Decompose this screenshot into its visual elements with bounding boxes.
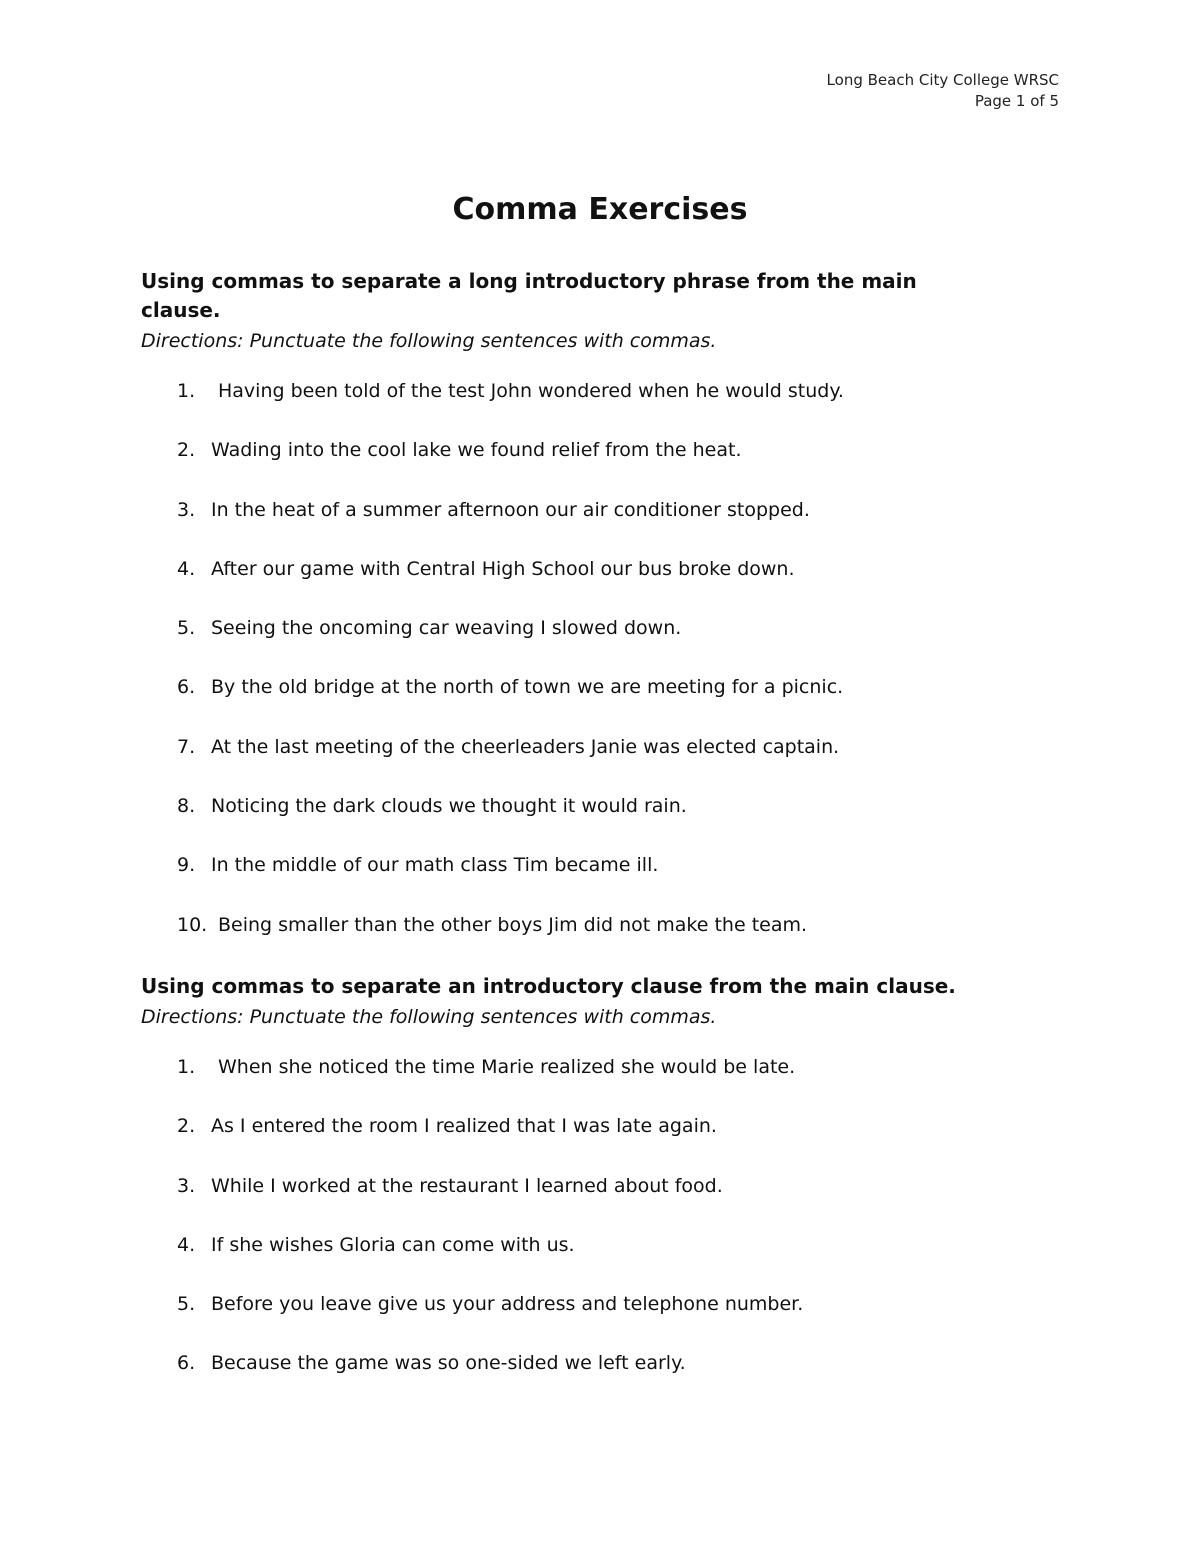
item-number: 2. (177, 1115, 196, 1138)
item-text: By the old bridge at the north of town we are meeting for a picnic. (211, 676, 844, 699)
section-introductory-clause (141, 972, 1061, 1409)
item-text: Noticing the dark clouds we thought it would rain. (211, 795, 687, 818)
item-text: Having been told of the test John wondered when he would study. (218, 380, 844, 402)
exercise-item (141, 851, 1061, 880)
exercise-item (141, 1231, 1061, 1260)
item-text: If she wishes Gloria can come with us. (211, 1233, 575, 1256)
item-text: Before you leave give us your address and telephone number. (211, 1293, 804, 1316)
item-text: At the last meeting of the cheerleaders Janie was elected captain. (211, 735, 840, 758)
document-title: Comma Exercises (452, 192, 748, 227)
exercise-item (141, 496, 1061, 525)
item-number: 10. (177, 913, 208, 936)
exercise-item (141, 911, 1061, 940)
section-heading: Using commas to separate an introductory clause from the main clause. (141, 974, 956, 998)
item-number: 3. (177, 1174, 196, 1197)
item-number: 8. (177, 795, 196, 818)
item-number: 5. (177, 1293, 196, 1316)
exercise-item (141, 1112, 1061, 1141)
item-number: 6. (177, 676, 196, 699)
exercise-list (141, 1053, 1061, 1378)
section-introductory-phrase (141, 267, 1061, 970)
item-number: 1. (177, 1056, 196, 1078)
item-text: Because the game was so one-sided we left early. (211, 1352, 686, 1375)
item-number: 6. (177, 1352, 196, 1375)
exercise-item (141, 673, 1061, 702)
section-heading (141, 267, 1061, 325)
section-heading-line1: Using commas to separate a long introductory phrase from the main (141, 269, 917, 293)
directions: Directions: Punctuate the following sentences with commas. (141, 1006, 717, 1028)
item-number: 1. (177, 380, 196, 402)
page-header (827, 70, 1059, 112)
exercise-list (141, 377, 1061, 940)
page-indicator: Page 1 of 5 (974, 92, 1059, 110)
exercise-item (141, 1053, 1061, 1082)
item-number: 5. (177, 617, 196, 640)
header-org: Long Beach City College WRSC (826, 71, 1059, 89)
section-heading-line2: clause. (141, 298, 221, 322)
item-number: 3. (177, 498, 196, 521)
item-number: 2. (177, 439, 196, 462)
item-number: 7. (177, 735, 196, 758)
item-text: When she noticed the time Marie realized she would be late. (218, 1056, 796, 1078)
directions: Directions: Punctuate the following sentences with commas. (141, 330, 717, 352)
item-text: In the middle of our math class Tim became ill. (211, 854, 659, 877)
item-text: In the heat of a summer afternoon our air conditioner stopped. (211, 498, 810, 521)
item-number: 4. (177, 1233, 196, 1256)
item-text: As I entered the room I realized that I was late again. (211, 1115, 717, 1138)
item-text: Seeing the oncoming car weaving I slowed down. (211, 617, 682, 640)
item-number: 4. (177, 557, 196, 580)
exercise-item (141, 555, 1061, 584)
exercise-item (141, 1172, 1061, 1201)
item-text: After our game with Central High School our bus broke down. (211, 557, 795, 580)
exercise-item (141, 1290, 1061, 1319)
exercise-item (141, 377, 1061, 406)
item-text: Wading into the cool lake we found relief from the heat. (211, 439, 742, 462)
exercise-item (141, 614, 1061, 643)
item-number: 9. (177, 854, 196, 877)
exercise-item (141, 792, 1061, 821)
exercise-item (141, 436, 1061, 465)
exercise-item (141, 1349, 1061, 1378)
item-text: Being smaller than the other boys Jim did not make the team. (218, 913, 808, 936)
exercise-item (141, 733, 1061, 762)
item-text: While I worked at the restaurant I learned about food. (211, 1174, 723, 1197)
